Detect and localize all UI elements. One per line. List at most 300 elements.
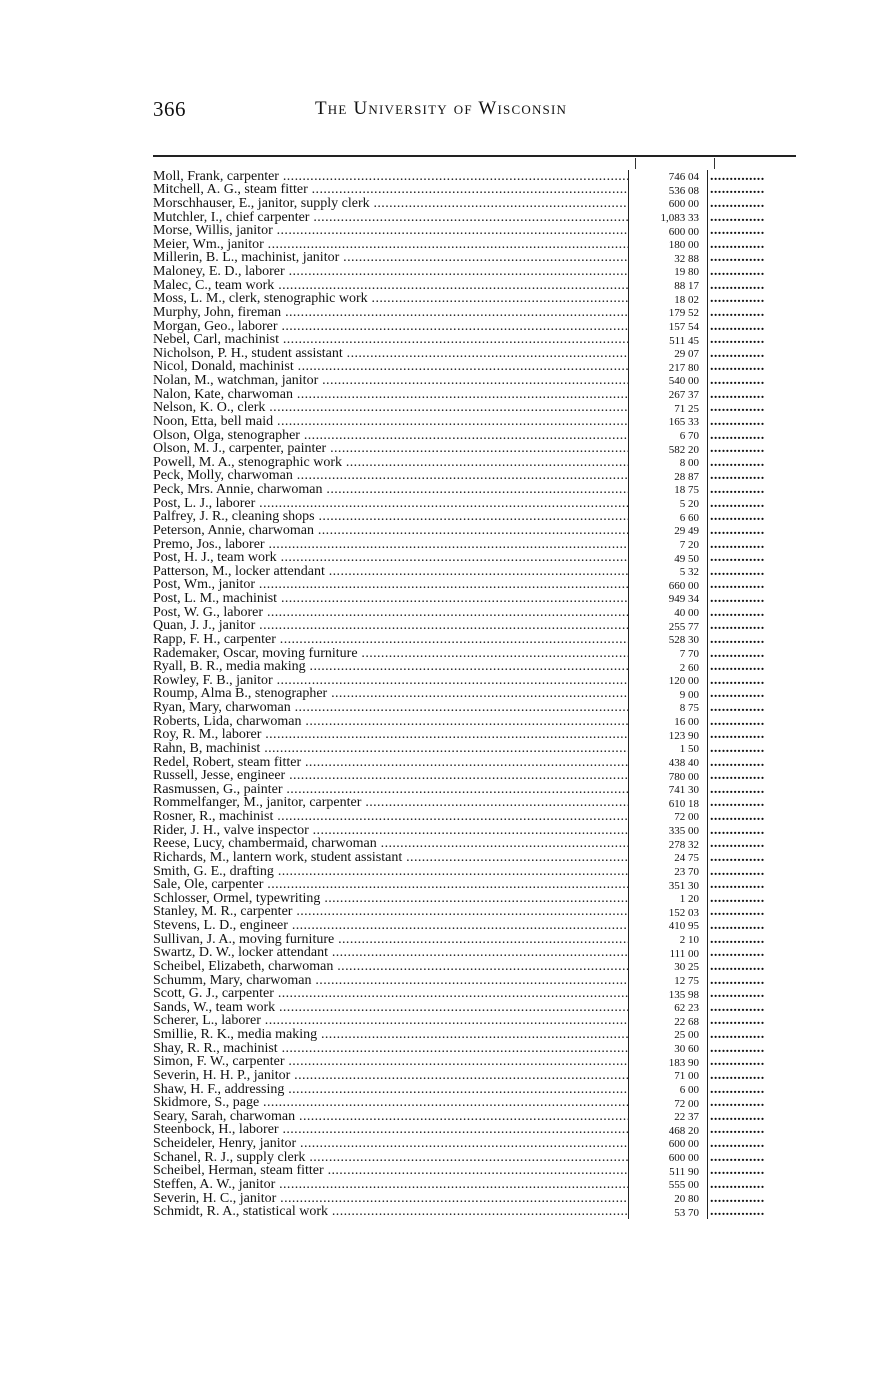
- dot-leader: ..............: [710, 1123, 765, 1138]
- employee-name: Roberts, Lida, charwoman .....: [153, 715, 628, 729]
- amount-paid: 23 70: [628, 865, 708, 879]
- amount-paid: 88 17: [628, 279, 708, 293]
- employee-name: Steffen, A. W., janitor .....: [153, 1178, 628, 1192]
- dot-leader: ..............: [710, 374, 765, 388]
- employee-name: Smith, G. E., drafting .....: [153, 865, 628, 879]
- ledger-row: [153, 960, 796, 974]
- employee-name: Morse, Willis, janitor .....: [153, 224, 628, 238]
- ledger-row: [153, 170, 796, 184]
- amount-paid: 555 00: [628, 1178, 708, 1192]
- amount-paid: 72 00: [628, 810, 708, 824]
- dot-leader: ..............: [710, 183, 765, 198]
- ledger-row: [153, 565, 796, 579]
- employee-name: Shay, R. R., machinist .....: [153, 1042, 628, 1056]
- ledger-row: [153, 879, 796, 893]
- amount-paid: 24 75: [628, 851, 708, 865]
- ledger-row: [153, 443, 796, 457]
- ledger-row: [153, 838, 796, 852]
- dot-leader: ..............: [710, 1164, 765, 1179]
- dot-leader: ..............: [710, 755, 765, 770]
- ledger-row: [153, 347, 796, 361]
- dot-leader: ..............: [710, 455, 765, 470]
- employee-name: Maloney, E. D., laborer .....: [153, 265, 628, 279]
- employee-name: Stevens, L. D., engineer .....: [153, 919, 628, 933]
- ledger-row: [153, 933, 796, 947]
- employee-name: Patterson, M., locker attendant .....: [153, 565, 628, 579]
- amount-paid: 746 04: [628, 170, 708, 184]
- employee-name: Moll, Frank, carpenter .....: [153, 170, 628, 184]
- amount-paid: 536 08: [628, 184, 708, 198]
- ledger-row: [153, 524, 796, 538]
- ledger-row: [153, 1137, 796, 1151]
- employee-name: Peck, Molly, charwoman .....: [153, 469, 628, 483]
- ledger-row: [153, 293, 796, 307]
- employee-name: Ryall, B. R., media making .....: [153, 660, 628, 674]
- amount-paid: 8 00: [628, 456, 708, 470]
- amount-paid: 29 07: [628, 347, 708, 361]
- dot-leader: ..............: [710, 714, 765, 729]
- amount-paid: 528 30: [628, 633, 708, 647]
- employee-name: Simon, F. W., carpenter .....: [153, 1055, 628, 1069]
- employee-name: Nolan, M., watchman, janitor .....: [153, 374, 628, 388]
- dot-leader: ..............: [710, 1191, 765, 1206]
- dot-leader: ..............: [710, 741, 765, 756]
- amount-paid: 53 70: [628, 1206, 708, 1220]
- dot-leader: ..............: [710, 523, 765, 538]
- amount-paid: 335 00: [628, 824, 708, 838]
- dot-leader: ..............: [710, 905, 765, 920]
- ledger-row: [153, 374, 796, 388]
- ledger-row: [153, 1206, 796, 1220]
- dot-leader: ..............: [710, 210, 765, 225]
- employee-name: Sands, W., team work .....: [153, 1001, 628, 1015]
- ledger-row: [153, 892, 796, 906]
- employee-name: Swartz, D. W., locker attendant .....: [153, 946, 628, 960]
- dot-leader: ..............: [710, 932, 765, 947]
- amount-paid: 1,083 33: [628, 211, 708, 225]
- amount-paid: 255 77: [628, 620, 708, 634]
- employee-name: Roy, R. M., laborer .....: [153, 728, 628, 742]
- dot-leader: ..............: [710, 1109, 765, 1124]
- ledger-row: [153, 988, 796, 1002]
- employee-name: Malec, C., team work .....: [153, 279, 628, 293]
- amount-paid: 30 25: [628, 960, 708, 974]
- dot-leader: ..............: [710, 496, 765, 511]
- ledger-row: [153, 211, 796, 225]
- ledger-row: [153, 429, 796, 443]
- employee-name: Rapp, F. H., carpenter .....: [153, 633, 628, 647]
- employee-name: Stanley, M. R., carpenter .....: [153, 905, 628, 919]
- ledger-row: [153, 919, 796, 933]
- ledger-row: [153, 225, 796, 239]
- ledger-row: [153, 388, 796, 402]
- amount-paid: 22 68: [628, 1015, 708, 1029]
- dot-leader: ..............: [710, 442, 765, 457]
- amount-paid: 5 32: [628, 565, 708, 579]
- ledger-row: [153, 238, 796, 252]
- amount-paid: 2 10: [628, 933, 708, 947]
- employee-name: Sale, Ole, carpenter .....: [153, 878, 628, 892]
- ledger-row: [153, 402, 796, 416]
- dot-leader: ..............: [710, 864, 765, 879]
- amount-paid: 71 25: [628, 402, 708, 416]
- dot-leader: ..............: [710, 810, 765, 824]
- ledger-row: [153, 701, 796, 715]
- amount-paid: 511 90: [628, 1165, 708, 1179]
- ledger-row: [153, 361, 796, 375]
- employee-name: Severin, H. H. P., janitor .....: [153, 1069, 628, 1083]
- amount-paid: 111 00: [628, 947, 708, 961]
- dot-leader: ..............: [710, 919, 765, 933]
- dot-leader: ..............: [710, 510, 765, 525]
- amount-paid: 2 60: [628, 661, 708, 675]
- ledger-row: [153, 197, 796, 211]
- ledger-row: [153, 974, 796, 988]
- employee-name: Nelson, K. O., clerk .....: [153, 401, 628, 415]
- amount-paid: 267 37: [628, 388, 708, 402]
- ledger-row: [153, 1083, 796, 1097]
- ledger-row: [153, 334, 796, 348]
- amount-paid: 6 60: [628, 511, 708, 525]
- amount-paid: 32 88: [628, 252, 708, 266]
- amount-paid: 9 00: [628, 688, 708, 702]
- amount-paid: 29 49: [628, 524, 708, 538]
- employee-name: Peck, Mrs. Annie, charwoman .....: [153, 483, 628, 497]
- ledger-row: [153, 483, 796, 497]
- ledger-row: [153, 1151, 796, 1165]
- employee-name: Rasmussen, G., painter .....: [153, 783, 628, 797]
- dot-leader: ..............: [710, 728, 765, 743]
- ledger-row: [153, 633, 796, 647]
- dot-leader: ..............: [710, 346, 765, 361]
- amount-paid: 19 80: [628, 265, 708, 279]
- dot-leader: ..............: [710, 319, 765, 334]
- ledger-row: [153, 470, 796, 484]
- employee-name: Redel, Robert, steam fitter .....: [153, 756, 628, 770]
- employee-name: Scheibel, Herman, steam fitter .....: [153, 1164, 628, 1178]
- employee-name: Roump, Alma B., stenographer .....: [153, 687, 628, 701]
- amount-paid: 49 50: [628, 552, 708, 566]
- ledger-row: [153, 1042, 796, 1056]
- amount-paid: 157 54: [628, 320, 708, 334]
- amount-paid: 28 87: [628, 470, 708, 484]
- dot-leader: ..............: [710, 360, 765, 375]
- employee-name: Rommelfanger, M., janitor, carpenter .....: [153, 796, 628, 810]
- dot-leader: ..............: [710, 701, 765, 715]
- employee-name: Sullivan, J. A., moving furniture .....: [153, 933, 628, 947]
- running-head: The University of Wisconsin: [315, 98, 568, 119]
- employee-name: Olson, M. J., carpenter, painter .....: [153, 442, 628, 456]
- amount-paid: 600 00: [628, 1151, 708, 1165]
- ledger-row: [153, 579, 796, 593]
- ledger-row: [153, 1097, 796, 1111]
- amount-paid: 780 00: [628, 770, 708, 784]
- employee-name: Morgan, Geo., laborer .....: [153, 320, 628, 334]
- ledger-row: [153, 647, 796, 661]
- amount-paid: 600 00: [628, 1137, 708, 1151]
- employee-name: Reese, Lucy, chambermaid, charwoman .....: [153, 837, 628, 851]
- employee-name: Post, H. J., team work .....: [153, 551, 628, 565]
- amount-paid: 949 34: [628, 592, 708, 606]
- amount-paid: 600 00: [628, 197, 708, 211]
- dot-leader: ..............: [710, 1000, 765, 1015]
- ledger-row: [153, 865, 796, 879]
- dot-leader: ..............: [710, 278, 765, 293]
- employee-name: Nebel, Carl, machinist .....: [153, 333, 628, 347]
- column-tick: [714, 158, 715, 169]
- ledger-row: [153, 756, 796, 770]
- amount-paid: 438 40: [628, 756, 708, 770]
- amount-paid: 120 00: [628, 674, 708, 688]
- ledger-row: [153, 906, 796, 920]
- employee-name: Skidmore, S., page .....: [153, 1096, 628, 1110]
- ledger-row: [153, 1124, 796, 1138]
- dot-leader: ..............: [710, 946, 765, 961]
- employee-name: Schumm, Mary, charwoman .....: [153, 974, 628, 988]
- amount-paid: 540 00: [628, 374, 708, 388]
- amount-paid: 22 37: [628, 1110, 708, 1124]
- dot-leader: ..............: [710, 769, 765, 784]
- ledger-row: [153, 1015, 796, 1029]
- amount-paid: 180 00: [628, 238, 708, 252]
- employee-name: Seary, Sarah, charwoman .....: [153, 1110, 628, 1124]
- dot-leader: ..............: [710, 632, 765, 647]
- employee-name: Moss, L. M., clerk, stenographic work .....: [153, 292, 628, 306]
- dot-leader: ..............: [710, 1055, 765, 1070]
- amount-paid: 410 95: [628, 919, 708, 933]
- dot-leader: ..............: [710, 823, 765, 838]
- amount-paid: 5 20: [628, 497, 708, 511]
- dot-leader: ..............: [710, 564, 765, 579]
- employee-name: Rademaker, Oscar, moving furniture .....: [153, 647, 628, 661]
- employee-name: Smillie, R. K., media making .....: [153, 1028, 628, 1042]
- amount-paid: 8 75: [628, 701, 708, 715]
- ledger-row: [153, 306, 796, 320]
- dot-leader: ..............: [710, 687, 765, 702]
- ledger-row: [153, 783, 796, 797]
- ledger-row: [153, 947, 796, 961]
- dot-leader: ..............: [710, 987, 765, 1002]
- amount-paid: 20 80: [628, 1192, 708, 1206]
- amount-paid: 135 98: [628, 988, 708, 1002]
- employee-name: Millerin, B. L., machinist, janitor .....: [153, 251, 628, 265]
- amount-paid: 72 00: [628, 1097, 708, 1111]
- dot-leader: ..............: [710, 782, 765, 797]
- dot-leader: ..............: [710, 837, 765, 852]
- ledger-row: [153, 661, 796, 675]
- dot-leader: ..............: [710, 1177, 765, 1192]
- ledger-row: [153, 456, 796, 470]
- ledger-row: [153, 1028, 796, 1042]
- dot-leader: ..............: [710, 1096, 765, 1111]
- employee-name: Murphy, John, fireman .....: [153, 306, 628, 320]
- ledger-row: [153, 1056, 796, 1070]
- ledger-row: [153, 1110, 796, 1124]
- dot-leader: ..............: [710, 237, 765, 252]
- ledger-row: [153, 674, 796, 688]
- amount-paid: 6 70: [628, 429, 708, 443]
- employee-name: Scott, G. J., carpenter .....: [153, 987, 628, 1001]
- ledger-row: [153, 497, 796, 511]
- dot-leader: ..............: [710, 1137, 765, 1151]
- dot-leader: ..............: [710, 891, 765, 906]
- employee-name: Russell, Jesse, engineer .....: [153, 769, 628, 783]
- dot-leader: ..............: [710, 1041, 765, 1056]
- dot-leader: ..............: [710, 551, 765, 566]
- employee-name: Scheideler, Henry, janitor .....: [153, 1137, 628, 1151]
- ledger-row: [153, 265, 796, 279]
- page-number: 366: [153, 97, 186, 121]
- employee-name: Peterson, Annie, charwoman .....: [153, 524, 628, 538]
- employee-name: Scheibel, Elizabeth, charwoman .....: [153, 960, 628, 974]
- amount-paid: 468 20: [628, 1124, 708, 1138]
- employee-name: Nalon, Kate, charwoman .....: [153, 388, 628, 402]
- employee-name: Schlosser, Ormel, typewriting .....: [153, 892, 628, 906]
- amount-paid: 278 32: [628, 838, 708, 852]
- employee-name: Mitchell, A. G., steam fitter .....: [153, 183, 628, 197]
- dot-leader: ..............: [710, 578, 765, 593]
- employee-name: Noon, Etta, bell maid .....: [153, 415, 628, 429]
- amount-paid: 183 90: [628, 1056, 708, 1070]
- employee-name: Nicholson, P. H., student assistant .....: [153, 347, 628, 361]
- amount-paid: 123 90: [628, 729, 708, 743]
- amount-paid: 7 70: [628, 647, 708, 661]
- employee-name: Rahn, B, machinist .....: [153, 742, 628, 756]
- ledger-row: [153, 620, 796, 634]
- ledger-row: [153, 1178, 796, 1192]
- employee-name: Richards, M., lantern work, student assistant .....: [153, 851, 628, 865]
- amount-paid: 217 80: [628, 361, 708, 375]
- ledger-row: [153, 552, 796, 566]
- ledger-row: [153, 810, 796, 824]
- ledger-row: [153, 415, 796, 429]
- dot-leader: ..............: [710, 387, 765, 402]
- dot-leader: ..............: [710, 414, 765, 429]
- dot-leader: ..............: [710, 1150, 765, 1165]
- ledger-row: [153, 1001, 796, 1015]
- ledger-row: [153, 742, 796, 756]
- ledger-row: [153, 715, 796, 729]
- employee-name: Steenbock, H., laborer .....: [153, 1123, 628, 1137]
- amount-paid: 16 00: [628, 715, 708, 729]
- ledger-row: [153, 851, 796, 865]
- employee-name: Post, L. M., machinist .....: [153, 592, 628, 606]
- amount-paid: 7 20: [628, 538, 708, 552]
- amount-paid: 30 60: [628, 1042, 708, 1056]
- ledger-row: [153, 538, 796, 552]
- ledger-row: [153, 824, 796, 838]
- ledger-row: [153, 1165, 796, 1179]
- dot-leader: ..............: [710, 1068, 765, 1083]
- amount-paid: 1 20: [628, 892, 708, 906]
- amount-paid: 610 18: [628, 797, 708, 811]
- amount-paid: 25 00: [628, 1028, 708, 1042]
- employee-name: Post, L. J., laborer .....: [153, 497, 628, 511]
- ledger-row: [153, 279, 796, 293]
- ledger-row: [153, 184, 796, 198]
- dot-leader: ..............: [710, 660, 765, 675]
- dot-leader: ..............: [710, 1014, 765, 1029]
- amount-paid: 12 75: [628, 974, 708, 988]
- dot-leader: ..............: [710, 292, 765, 307]
- ledger-row: [153, 606, 796, 620]
- column-tick: [635, 158, 636, 169]
- amount-paid: 582 20: [628, 443, 708, 457]
- ledger-row: [153, 797, 796, 811]
- amount-paid: 1 50: [628, 742, 708, 756]
- employee-name: Meier, Wm., janitor .....: [153, 238, 628, 252]
- dot-leader: ..............: [710, 796, 765, 811]
- amount-paid: 165 33: [628, 415, 708, 429]
- dot-leader: ..............: [710, 605, 765, 620]
- ledger-row: [153, 252, 796, 266]
- employee-name: Severin, H. C., janitor .....: [153, 1192, 628, 1206]
- amount-paid: 6 00: [628, 1083, 708, 1097]
- ledger-row: [153, 592, 796, 606]
- employee-name: Mutchler, I., chief carpenter .....: [153, 211, 628, 225]
- employee-name: Post, Wm., janitor .....: [153, 578, 628, 592]
- ledger-row: [153, 320, 796, 334]
- employee-name: Ryan, Mary, charwoman .....: [153, 701, 628, 715]
- header-rule: [153, 155, 796, 157]
- employee-name: Palfrey, J. R., cleaning shops .....: [153, 510, 628, 524]
- dot-leader: ..............: [710, 196, 765, 211]
- dot-leader: ..............: [710, 537, 765, 552]
- employee-name: Scherer, L., laborer .....: [153, 1014, 628, 1028]
- amount-paid: 660 00: [628, 579, 708, 593]
- amount-paid: 152 03: [628, 906, 708, 920]
- dot-leader: ..............: [710, 592, 765, 606]
- dot-leader: ..............: [710, 333, 765, 348]
- ledger-row: [153, 1069, 796, 1083]
- amount-paid: 62 23: [628, 1001, 708, 1015]
- amount-paid: 600 00: [628, 225, 708, 239]
- ledger-row: [153, 688, 796, 702]
- employee-name: Post, W. G., laborer .....: [153, 606, 628, 620]
- amount-paid: 71 00: [628, 1069, 708, 1083]
- employee-name: Schanel, R. J., supply clerk .....: [153, 1151, 628, 1165]
- amount-paid: 40 00: [628, 606, 708, 620]
- dot-leader: ..............: [710, 619, 765, 634]
- payroll-ledger: [153, 170, 796, 1219]
- employee-name: Rider, J. H., valve inspector .....: [153, 824, 628, 838]
- dot-leader: ..............: [710, 224, 765, 239]
- employee-name: Rowley, F. B., janitor .....: [153, 674, 628, 688]
- dot-leader: ..............: [710, 483, 765, 497]
- ledger-row: [153, 511, 796, 525]
- employee-name: Olson, Olga, stenographer .....: [153, 429, 628, 443]
- dot-leader: ..............: [710, 878, 765, 893]
- amount-paid: 179 52: [628, 306, 708, 320]
- employee-name: Nicol, Donald, machinist .....: [153, 360, 628, 374]
- employee-name: Shaw, H. F., addressing .....: [153, 1083, 628, 1097]
- dot-leader: ..............: [710, 1028, 765, 1042]
- dot-leader: ..............: [710, 428, 765, 443]
- amount-paid: 351 30: [628, 879, 708, 893]
- dot-leader: ..............: [710, 251, 765, 266]
- dot-leader: ..............: [710, 1205, 765, 1220]
- employee-name: Quan, J. J., janitor .....: [153, 619, 628, 633]
- employee-name: Powell, M. A., stenographic work .....: [153, 456, 628, 470]
- dot-leader: ..............: [710, 646, 765, 661]
- ledger-row: [153, 729, 796, 743]
- dot-leader: ..............: [710, 673, 765, 688]
- dot-leader: ..............: [710, 850, 765, 865]
- amount-paid: 18 02: [628, 293, 708, 307]
- employee-name: Schmidt, R. A., statistical work .....: [153, 1205, 628, 1219]
- employee-name: Rosner, R., machinist .....: [153, 810, 628, 824]
- ledger-row: [153, 1192, 796, 1206]
